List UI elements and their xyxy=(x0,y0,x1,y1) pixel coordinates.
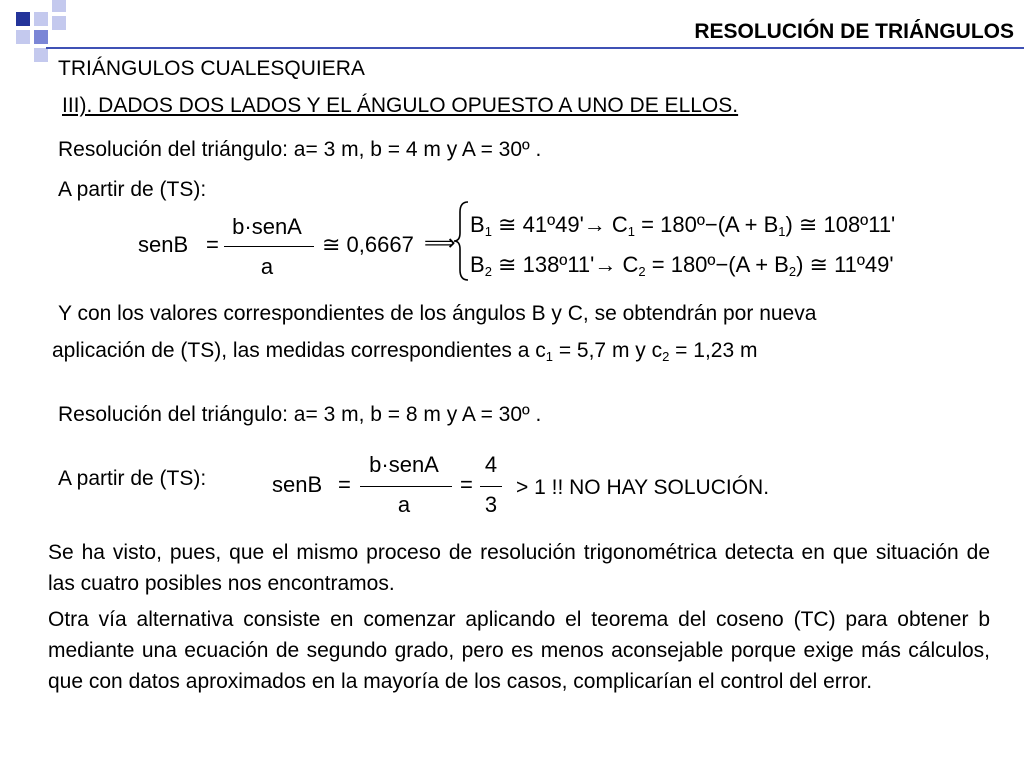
ex2-fraction-bar xyxy=(360,486,452,487)
ex1-conclusion-line1: Y con los valores correspondientes de los ángulos B y C, se obtendrán por nueva xyxy=(58,302,817,325)
ex1-conclusion-a: aplicación de (TS), las medidas correspondientes a c xyxy=(52,339,546,362)
decor-square-2 xyxy=(34,12,48,26)
ex1-conclusion-sub2: 2 xyxy=(662,349,670,364)
slide-title: RESOLUCIÓN DE TRIÁNGULOS xyxy=(694,20,1014,43)
decor-square-6 xyxy=(52,16,66,30)
ex1-numerator: b·senA xyxy=(232,214,302,239)
ex1-row2-cexpr: = 180º−(A + B xyxy=(651,252,789,277)
ex1-conclusion-line2 xyxy=(52,339,757,364)
example2-from-ts: A partir de (TS): xyxy=(58,467,207,490)
decor-square-5 xyxy=(16,30,30,44)
ex1-fraction-bar xyxy=(224,246,314,247)
ex2-fraction-bar2 xyxy=(480,486,502,487)
ex2-eq2: = xyxy=(460,472,473,497)
section-title: TRIÁNGULOS CUALESQUIERA xyxy=(58,57,365,80)
ex1-row2-c-sub: 2 xyxy=(638,264,646,279)
ex1-row2-cexpr-end: ) ≅ 11º49' xyxy=(796,252,894,277)
ex2-result: > 1 !! NO HAY SOLUCIÓN. xyxy=(516,476,770,499)
ex1-row1-cexpr-sub: 1 xyxy=(778,224,786,239)
ex2-den2: 3 xyxy=(484,492,498,517)
ex2-num2: 4 xyxy=(484,452,498,477)
ex1-row2-arrow: → xyxy=(594,252,617,277)
ex1-row2-cexpr-sub: 2 xyxy=(788,264,797,279)
ex1-conclusion-sub1: 1 xyxy=(545,349,553,364)
ex1-row1-c: C xyxy=(611,212,628,237)
example1-from-ts: A partir de (TS): xyxy=(58,178,207,201)
ex1-denominator: a xyxy=(260,254,274,279)
ex1-row1-b: B xyxy=(470,212,485,237)
paragraph-1: Se ha visto, pues, que el mismo proceso de resolución trigonométrica detecta en que situación de las cuatro posibles nos encontramos. xyxy=(48,541,990,595)
ex1-lhs: senB xyxy=(138,232,189,257)
ex1-implies: ⟹ xyxy=(424,230,456,255)
ex1-approx: ≅ 0,6667 xyxy=(322,232,414,257)
ex1-row2-c: C xyxy=(622,252,639,277)
decor-square-7 xyxy=(34,48,48,62)
ex1-row2 xyxy=(470,252,894,279)
ex1-row2-b-sub: 2 xyxy=(484,264,492,279)
ex1-row2-b: B xyxy=(470,252,485,277)
ex2-denominator: a xyxy=(397,492,411,517)
ex2-lhs: senB xyxy=(272,472,323,497)
ex1-conclusion-c: = 1,23 m xyxy=(669,339,758,362)
header-rule xyxy=(46,47,1024,49)
ex1-row1-c-sub: 1 xyxy=(627,224,636,239)
ex1-row1-b-sub: 1 xyxy=(484,224,492,239)
ex1-conclusion-b: = 5,7 m y c xyxy=(552,339,663,362)
ex1-eq: = xyxy=(206,232,219,257)
decor-square-1 xyxy=(16,12,30,26)
ex1-row1-arrow: → xyxy=(583,212,606,237)
ex2-eq: = xyxy=(338,472,351,497)
decor-square-4 xyxy=(34,30,48,44)
paragraph-2: Otra vía alternativa consiste en comenzar aplicando el teorema del coseno (TC) para obtener b mediante una ecuación de segundo grado, pero es menos aconsejable porque exige más cálculos, que con datos aproximados en la mayoría de los casos, complicarían el control del error. xyxy=(48,608,990,693)
example2-statement: Resolución del triángulo: a= 3 m, b = 8 m y A = 30º . xyxy=(58,403,542,426)
decor-square-3 xyxy=(52,0,66,12)
example1-statement: Resolución del triángulo: a= 3 m, b = 4 m y A = 30º . xyxy=(58,138,542,161)
case-heading: III). DADOS DOS LADOS Y EL ÁNGULO OPUESTO A UNO DE ELLOS. xyxy=(62,94,739,117)
ex1-row1-bval: ≅ 41º49' xyxy=(498,212,584,237)
ex1-row1-cexpr-end: ) ≅ 108º11' xyxy=(785,212,896,237)
ex1-row2-bval: ≅ 138º11' xyxy=(498,252,595,277)
ex1-row1 xyxy=(470,212,895,239)
ex2-numerator: b·senA xyxy=(369,452,439,477)
ex1-brace xyxy=(452,200,472,282)
ex1-row1-cexpr: = 180º−(A + B xyxy=(641,212,779,237)
